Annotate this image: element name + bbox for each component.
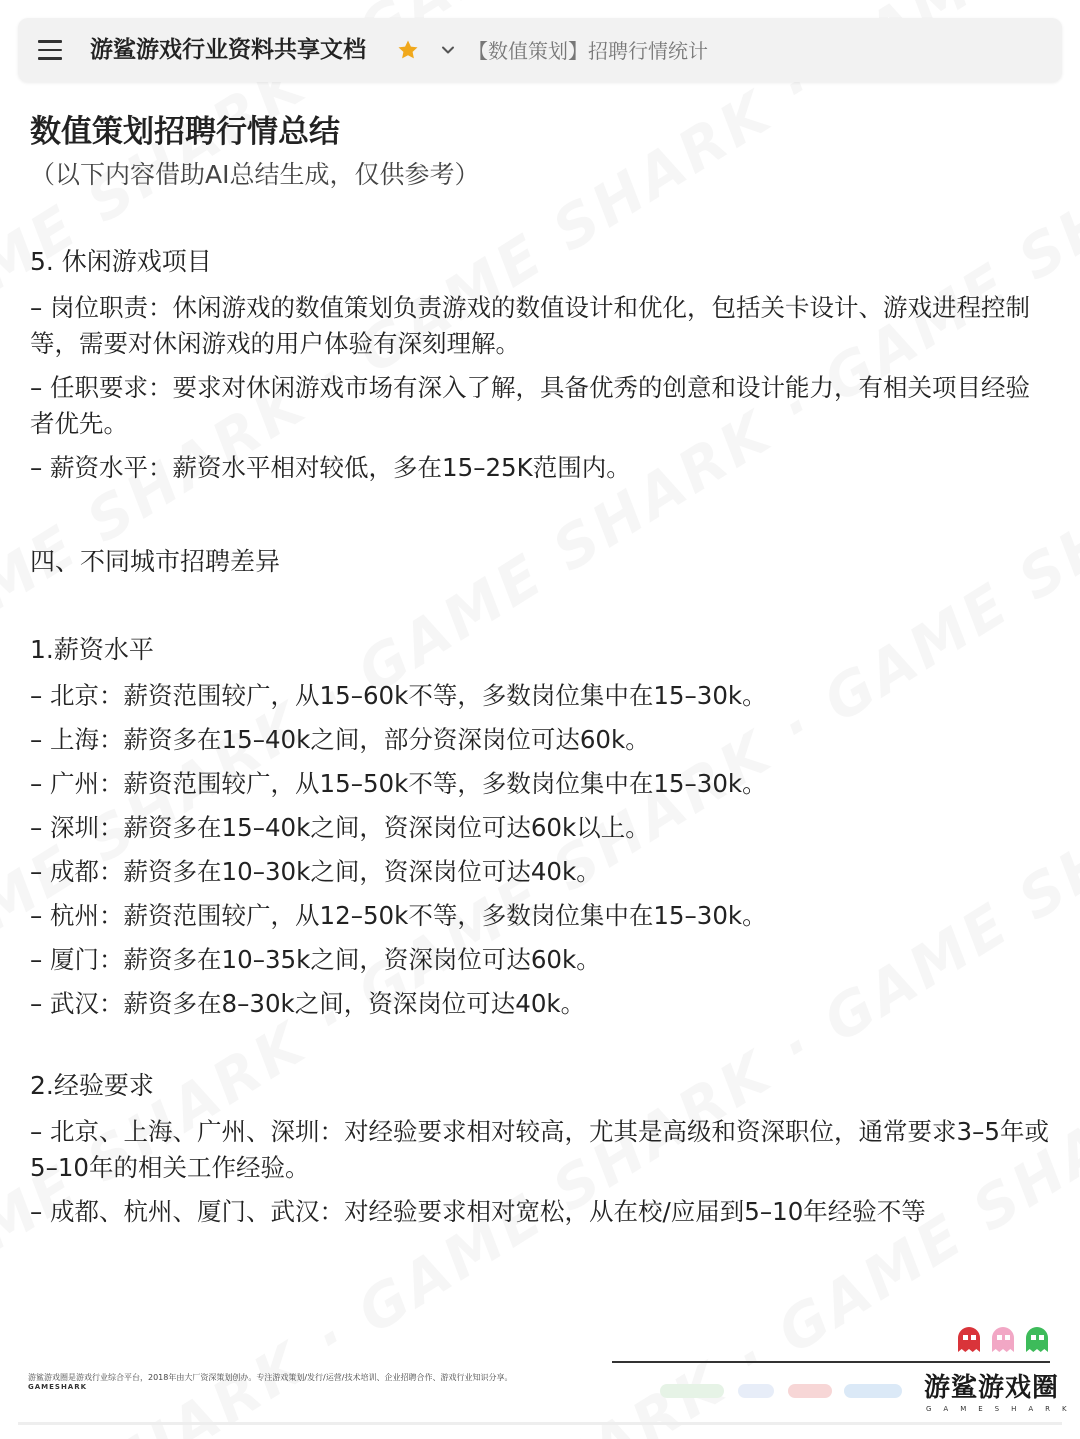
- subsection-heading: 1.薪资水平: [30, 635, 154, 664]
- partner-logo: [738, 1384, 774, 1398]
- list-item: – 成都：薪资多在10–30k之间，资深岗位可达40k。: [30, 857, 601, 886]
- section-heading: 5. 休闲游戏项目: [30, 247, 212, 276]
- ghost-icon: [956, 1326, 1052, 1354]
- list-item: – 薪资水平：薪资水平相对较低，多在15–25K范围内。: [30, 453, 631, 482]
- footer-brand-text: GAMESHARK: [28, 1383, 88, 1391]
- menu-icon[interactable]: [38, 40, 62, 60]
- casual-game-list: [30, 290, 1050, 486]
- section-heading: 四、不同城市招聘差异: [30, 547, 281, 576]
- list-item: – 上海：薪资多在15–40k之间，部分资深岗位可达60k。: [30, 725, 650, 754]
- list-item: – 杭州：薪资范围较广，从12–50k不等，多数岗位集中在15–30k。: [30, 901, 767, 930]
- list-item: – 深圳：薪资多在15–40k之间，资深岗位可达60k以上。: [30, 813, 650, 842]
- document-body: [30, 102, 1050, 1238]
- brand-logo-subtitle: GAMESHARK: [926, 1405, 1079, 1413]
- partner-logo: [844, 1384, 902, 1398]
- document-title[interactable]: 游鲨游戏行业资料共享文档: [90, 37, 366, 63]
- list-item: – 任职要求：要求对休闲游戏市场有深入了解，具备优秀的创意和设计能力，有相关项目经验者优先。: [30, 373, 1031, 438]
- partner-logos: [660, 1380, 910, 1402]
- document-header-bar: [18, 18, 1062, 82]
- chevron-down-icon[interactable]: [440, 42, 456, 58]
- list-item: – 广州：薪资范围较广，从15–50k不等，多数岗位集中在15–30k。: [30, 769, 767, 798]
- footer-description: 游鲨游戏圈是游戏行业综合平台，2018年由大厂资深策划创办。专注游戏策划/发行/运营/技术培训、企业招聘合作、游戏行业知识分享。: [28, 1373, 513, 1382]
- list-item: – 武汉：薪资多在8–30k之间，资深岗位可达40k。: [30, 989, 586, 1018]
- subsection-heading: 2.经验要求: [30, 1071, 154, 1100]
- page-subtitle: （以下内容借助AI总结生成，仅供参考）: [30, 160, 480, 189]
- list-item: – 厦门：薪资多在10–35k之间，资深岗位可达60k。: [30, 945, 601, 974]
- breadcrumb[interactable]: 【数值策划】招聘行情统计: [468, 39, 708, 63]
- partner-logo: [660, 1384, 724, 1398]
- salary-list: [30, 678, 1050, 1022]
- list-item: – 北京、上海、广州、深圳：对经验要求相对较高，尤其是高级和资深职位，通常要求3–5年或5–10年的相关工作经验。: [30, 1117, 1049, 1182]
- list-item: – 成都、杭州、厦门、武汉：对经验要求相对宽松，从在校/应届到5–10年经验不等: [30, 1197, 926, 1226]
- brand-logo: 游鲨游戏圈: [924, 1373, 1060, 1403]
- casual-game-section: [30, 242, 1050, 486]
- list-item: – 岗位职责：休闲游戏的数值策划负责游戏的数值设计和优化，包括关卡设计、游戏进程控制等，需要对休闲游戏的用户体验有深刻理解。: [30, 293, 1031, 358]
- footer-divider: [612, 1361, 1050, 1363]
- experience-list: [30, 1114, 1050, 1230]
- bottom-edge: [18, 1422, 1062, 1425]
- list-item: – 北京：薪资范围较广，从15–60k不等，多数岗位集中在15–30k。: [30, 681, 767, 710]
- experience-section: [30, 1066, 1050, 1230]
- page-title: 数值策划招聘行情总结: [30, 114, 340, 150]
- star-icon[interactable]: [396, 38, 420, 62]
- salary-section: [30, 630, 1050, 1022]
- partner-logo: [788, 1384, 832, 1398]
